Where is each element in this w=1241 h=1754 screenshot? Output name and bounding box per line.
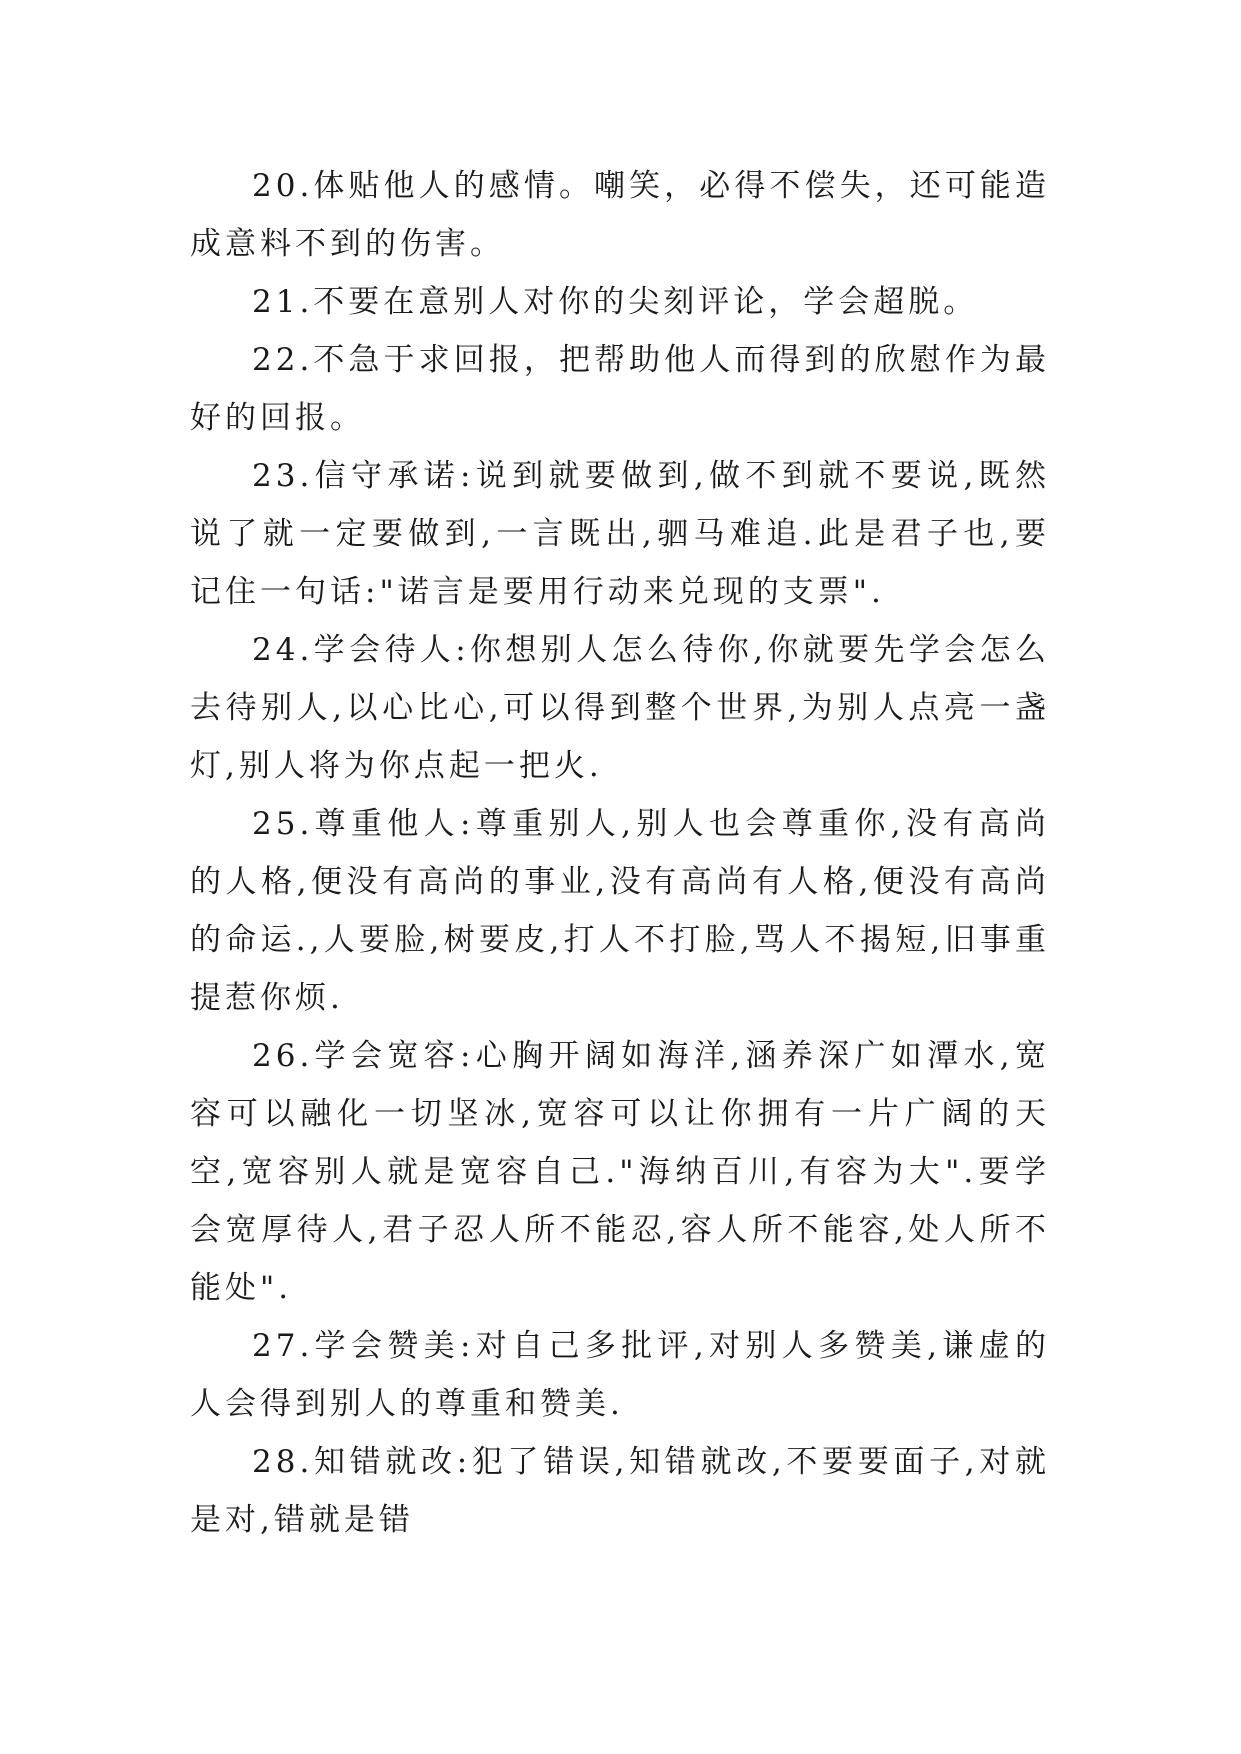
paragraph-23: 23.信守承诺:说到就要做到,做不到就不要说,既然说了就一定要做到,一言既出,驷马难追.此是君子也,要记住一句话:"诺言是要用行动来兑现的支票". (190, 458, 1050, 610)
document-body (190, 157, 1050, 1549)
paragraph-25: 25.尊重他人:尊重别人,别人也会尊重你,没有高尚的人格,便没有高尚的事业,没有高尚有人格,便没有高尚的命运.,人要脸,树要皮,打人不打脸,骂人不揭短,旧事重提惹你烦. (190, 806, 1050, 1016)
paragraph-26: 26.学会宽容:心胸开阔如海洋,涵养深广如潭水,宽容可以融化一切坚冰,宽容可以让你拥有一片广阔的天空,宽容别人就是宽容自己."海纳百川,有容为大".要学会宽厚待人,君子忍人所不能忍,容人所不能容,处人所不能处". (190, 1038, 1050, 1306)
paragraph-20: 20.体贴他人的感情。嘲笑，必得不偿失，还可能造成意料不到的伤害。 (190, 168, 1050, 262)
paragraph-22: 22.不急于求回报，把帮助他人而得到的欣慰作为最好的回报。 (190, 342, 1050, 436)
paragraph-27: 27.学会赞美:对自己多批评,对别人多赞美,谦虚的人会得到别人的尊重和赞美. (190, 1328, 1050, 1422)
paragraph-24: 24.学会待人:你想别人怎么待你,你就要先学会怎么去待别人,以心比心,可以得到整个世界,为别人点亮一盏灯,别人将为你点起一把火. (190, 632, 1050, 784)
paragraph-28: 28.知错就改:犯了错误,知错就改,不要要面子,对就是对,错就是错 (190, 1444, 1050, 1538)
paragraph-21: 21.不要在意别人对你的尖刻评论，学会超脱。 (252, 284, 979, 320)
